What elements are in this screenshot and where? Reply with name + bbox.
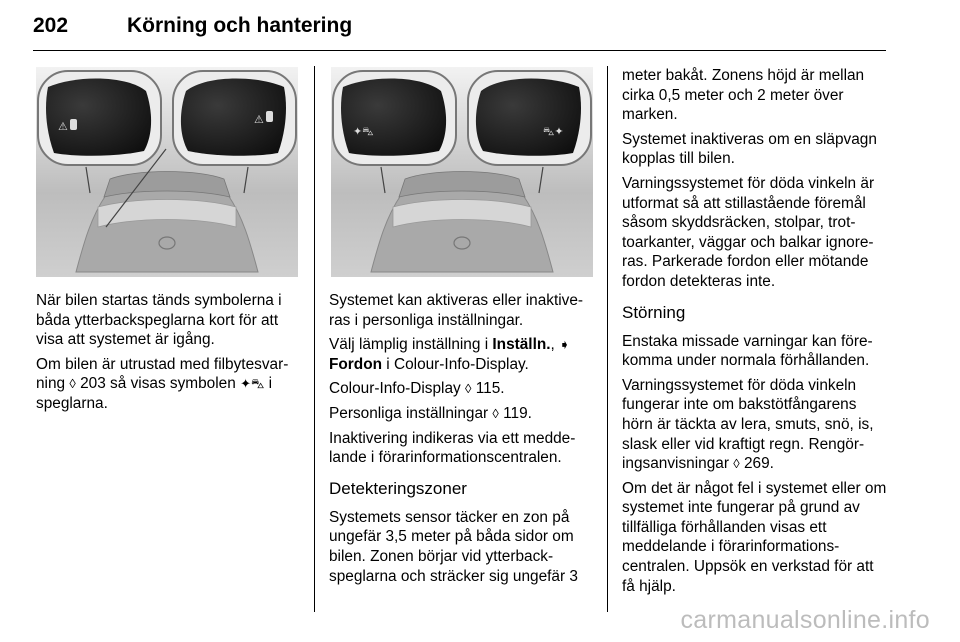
watermark: carmanualsonline.info	[680, 606, 930, 634]
paragraph: Enstaka missade varningar kan förekomma under normala förhållanden.	[622, 332, 873, 370]
paragraph: Om bilen är utrustad med filbytesvarning ◊ 203 så visas symbolen ✦⛍ i speglarna.	[36, 355, 289, 412]
illustration-mirror-symbols	[36, 67, 298, 277]
column-3	[622, 66, 888, 601]
paragraph: Colour-Info-Display ◊ 115.	[329, 380, 505, 398]
svg-text:✦⛍: ✦⛍	[353, 125, 374, 138]
arrow-reference-icon: ◊	[465, 381, 472, 397]
arrow-right-icon: ➧	[559, 337, 571, 353]
paragraph: Systemets sensor täcker en zon på ungefär 3,5 meter på båda sidor om bilen. Zonen börjar vid ytterbackspeglarna och sträcker sig ungefär 3	[329, 508, 578, 585]
paragraph: Inaktivering indikeras via ett meddelande i förarinformationscentralen.	[329, 429, 576, 467]
paragraph: Personliga inställningar ◊ 119.	[329, 404, 532, 422]
paragraph: Systemet inaktiveras om en släpvagn kopplas till bilen.	[622, 130, 877, 168]
paragraph: Varningssystemet för döda vinkeln är utformat så att stillastående föremål såsom skyddsräcken, stolpar, trottoarkanter, väggar och balkar ignoreras. Parkerade fordon eller mötande fordon detekteras inte.	[622, 174, 875, 290]
paragraph: Systemet kan aktiveras eller inaktiveras i personliga inställningar.	[329, 292, 584, 329]
illustration-mirror-lane-change	[331, 67, 593, 277]
column-1	[36, 291, 298, 419]
paragraph: När bilen startas tänds symbolerna i båda ytterbackspeglarna kort för att visa att systemet är igång.	[36, 292, 282, 349]
menu-term: Fordon	[329, 355, 382, 373]
svg-text:⛍✦: ⛍✦	[543, 125, 564, 138]
column-divider-2	[607, 66, 608, 612]
column-2	[329, 291, 595, 591]
arrow-reference-icon: ◊	[733, 456, 740, 472]
svg-text:⚠: ⚠	[254, 113, 264, 126]
paragraph: Om det är något fel i systemet eller om systemet inte fungerar på grund av tillfälliga förhållanden visas ett meddelande i förarinformationscentralen. Uppsök en verkstad för att få hjälp.	[622, 479, 887, 595]
arrow-reference-icon: ◊	[492, 405, 499, 421]
section-heading: Detekteringszoner	[329, 478, 467, 498]
page-title: Körning och hantering	[127, 14, 353, 37]
star-car-icon: ✦⛍	[240, 376, 265, 392]
paragraph: meter bakåt. Zonens höjd är mellan cirka 0,5 meter och 2 meter över marken.	[622, 67, 865, 124]
column-divider-1	[314, 66, 315, 612]
page-header	[33, 10, 886, 51]
page-number: 202	[33, 14, 69, 37]
paragraph: Välj lämplig inställning i Inställn., ➧ Fordon i Colour-Info-Display.	[329, 336, 571, 373]
section-heading: Störning	[622, 302, 686, 322]
arrow-reference-icon: ◊	[69, 376, 76, 392]
svg-text:⚠: ⚠	[58, 120, 68, 133]
paragraph: Varningssystemet för döda vinkeln fungerar inte om bakstötfångarens hörn är täckta av lera, smuts, snö, is, slask eller vid kraftigt regn. Rengöringsanvisningar ◊ 269.	[622, 376, 874, 473]
menu-term: Inställn.	[492, 336, 551, 354]
